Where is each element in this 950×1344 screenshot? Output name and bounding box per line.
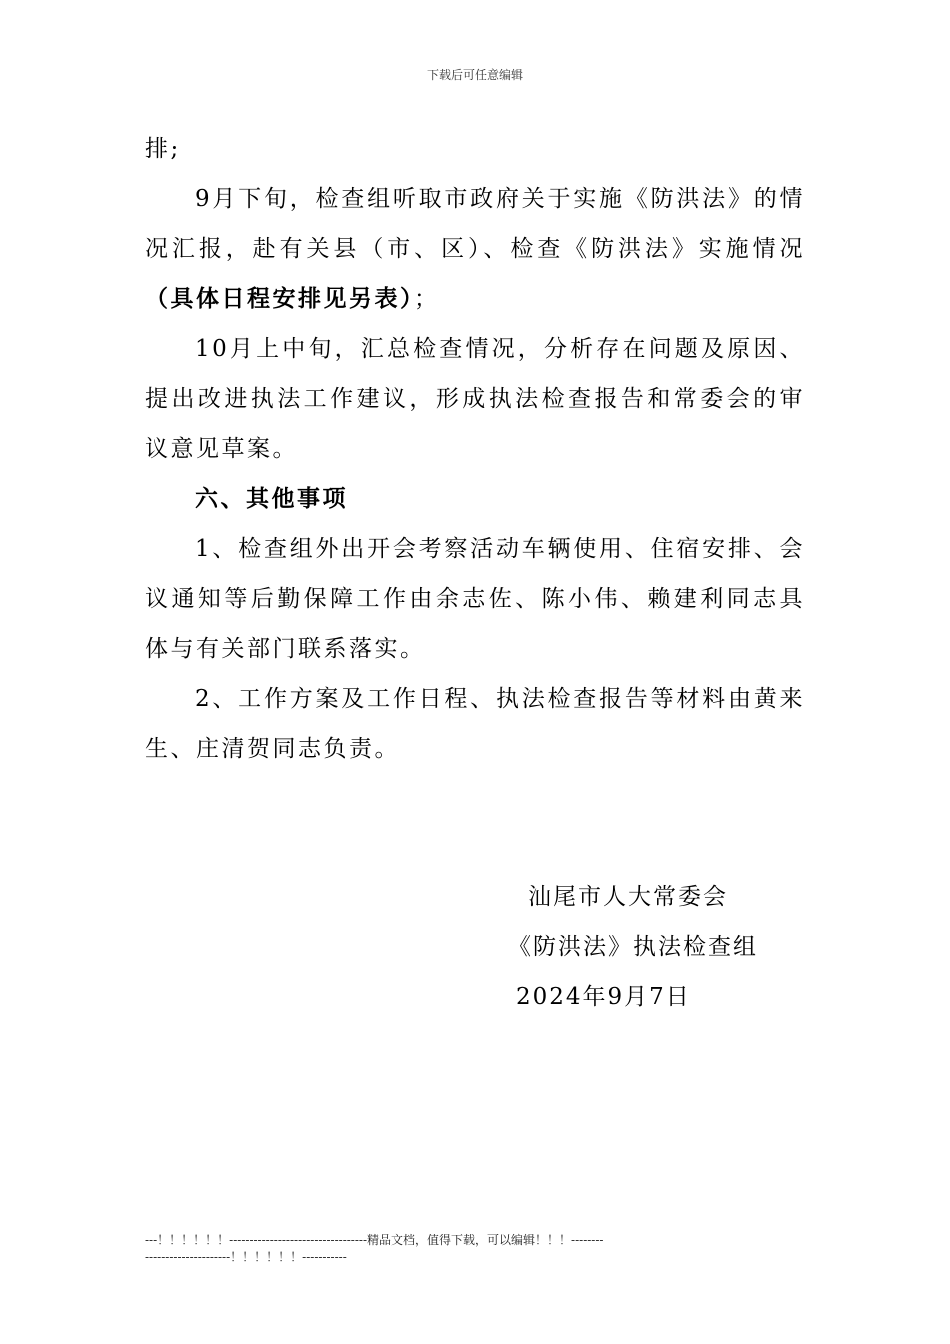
document-body bbox=[145, 124, 805, 774]
paragraph-october-schedule: 10月上中旬，汇总检查情况，分析存在问题及原因、提出改进执法工作建议，形成执法检查报告和常委会的审议意见草案。 bbox=[145, 336, 805, 462]
signature-date: 2024年9月7日 bbox=[516, 984, 691, 1010]
paragraph-continuation: 排; bbox=[145, 136, 181, 162]
signature-block bbox=[508, 872, 838, 1022]
schedule-note: （具体日程安排见另表） bbox=[145, 286, 414, 312]
footer-note: ---！！！！！！----------------------------------精品文档，值得下载，可以编辑！！！-----------------------------！！！！！！----------- bbox=[145, 1233, 604, 1264]
list-item-logistics: 1、检查组外出开会考察活动车辆使用、住宿安排、会议通知等后勤保障工作由余志佐、陈小伟、赖建利同志具体与有关部门联系落实。 bbox=[145, 536, 805, 662]
paragraph-text: 9月下旬，检查组听取市政府关于实施《防洪法》的情况汇报，赴有关县（市、区）、检查《防洪法》实施情况 bbox=[145, 186, 805, 262]
paragraph-september-schedule bbox=[145, 174, 805, 324]
signature-group: 《防洪法》执法检查组 bbox=[508, 934, 758, 960]
list-item-materials: 2、工作方案及工作日程、执法检查报告等材料由黄来生、庄清贺同志负责。 bbox=[145, 686, 805, 762]
header-note: 下载后可任意编辑 bbox=[426, 68, 523, 82]
section-heading: 六、其他事项 bbox=[195, 486, 348, 512]
signature-org: 汕尾市人大常委会 bbox=[528, 884, 728, 910]
paragraph-end: ； bbox=[414, 286, 440, 312]
